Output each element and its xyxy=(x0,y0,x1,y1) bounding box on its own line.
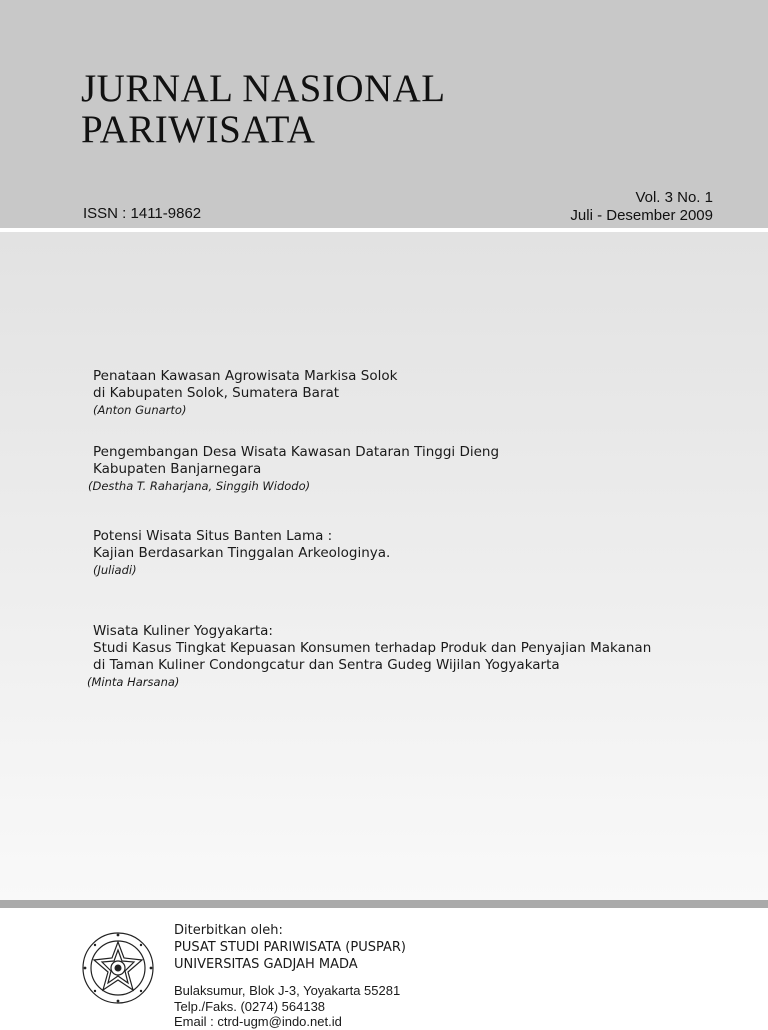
article-3 xyxy=(93,528,390,579)
article-title-line: Wisata Kuliner Yogyakarta: xyxy=(93,623,273,639)
volume-number: Vol. 3 No. 1 xyxy=(635,189,713,206)
article-authors: (Anton Gunarto) xyxy=(93,403,187,417)
publisher-email: Email : ctrd-ugm@indo.net.id xyxy=(174,1014,342,1029)
journal-title xyxy=(81,68,446,150)
publisher-address: Bulaksumur, Blok J-3, Yoyakarta 55281 xyxy=(174,983,401,998)
journal-title-line-1: JURNAL NASIONAL xyxy=(81,67,446,110)
article-title-line: Penataan Kawasan Agrowisata Markisa Solok xyxy=(93,368,398,384)
publisher-block xyxy=(174,922,406,973)
article-title-line: Studi Kasus Tingkat Kepuasan Konsumen terhadap Produk dan Penyajian Makanan xyxy=(93,640,652,656)
article-title-line: Kajian Berdasarkan Tinggalan Arkeologinya. xyxy=(93,545,391,561)
volume-info xyxy=(570,189,713,225)
publisher-phone: Telp./Faks. (0274) 564138 xyxy=(174,998,326,1014)
journal-title-line-2: PARIWISATA xyxy=(81,108,316,151)
publisher-label: Diterbitkan oleh: xyxy=(174,923,283,938)
university-seal-icon xyxy=(80,930,156,1006)
article-authors: (Minta Harsana) xyxy=(87,675,180,689)
article-title-line: di Taman Kuliner Condongcatur dan Sentra Gudeg Wijilan Yogyakarta xyxy=(93,657,560,673)
article-4 xyxy=(87,623,652,691)
publisher-name: PUSAT STUDI PARIWISATA (PUSPAR) xyxy=(174,940,406,955)
article-title-line: Potensi Wisata Situs Banten Lama : xyxy=(93,528,333,544)
publisher-university: UNIVERSITAS GADJAH MADA xyxy=(174,957,358,972)
article-title-line: Kabupaten Banjarnegara xyxy=(93,461,262,477)
issn-number: ISSN : 1411-9862 xyxy=(83,205,202,222)
article-authors: (Destha T. Raharjana, Singgih Widodo) xyxy=(88,479,311,493)
article-authors: (Juliadi) xyxy=(93,563,137,577)
journal-header xyxy=(0,0,768,228)
article-1 xyxy=(93,368,397,419)
footer-divider xyxy=(0,900,768,908)
article-title-line: Pengembangan Desa Wisata Kawasan Dataran Tinggi Dieng xyxy=(93,444,500,460)
publisher-contact xyxy=(174,983,400,1030)
article-title-line: di Kabupaten Solok, Sumatera Barat xyxy=(93,385,340,401)
article-2 xyxy=(88,444,500,495)
publication-period: Juli - Desember 2009 xyxy=(570,207,713,224)
